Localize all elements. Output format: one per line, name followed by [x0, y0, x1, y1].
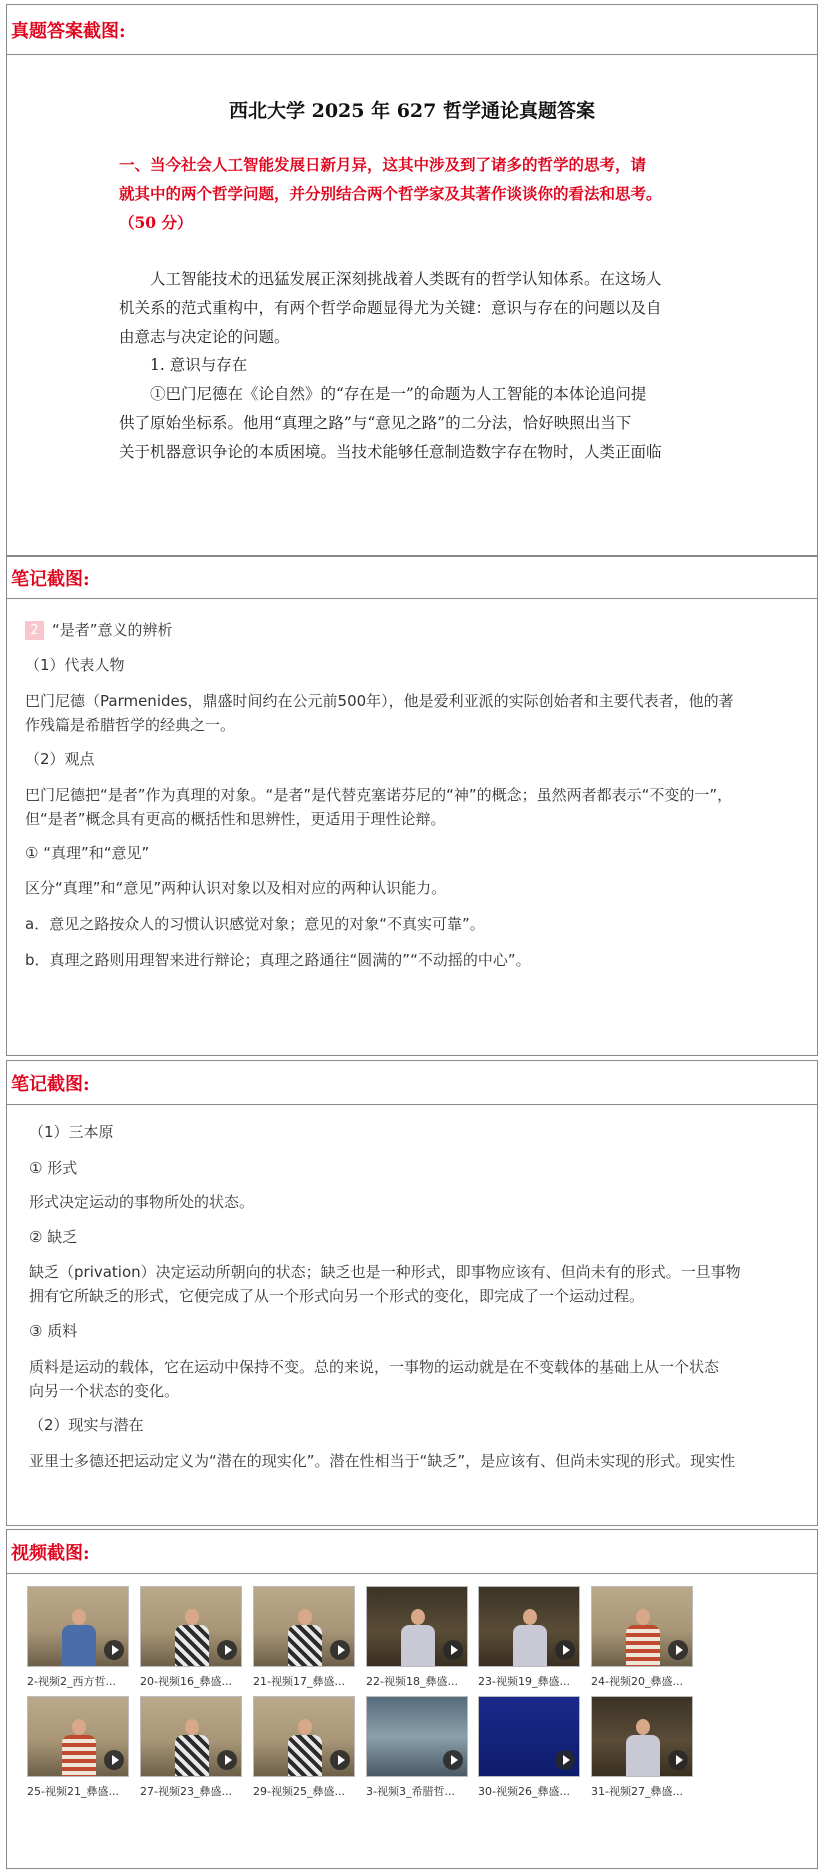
note-line: 拥有它所缺乏的形式，它便完成了从一个形式向另一个形式的变化，即完成了一个运动过程。: [29, 1287, 645, 1305]
video-thumbnail[interactable]: [591, 1696, 693, 1777]
answer-paragraph-line: 关于机器意识争论的本质困境。当技术能够任意制造数字存在物时，人类正面临: [119, 443, 662, 461]
play-icon[interactable]: [217, 1640, 237, 1660]
video-item[interactable]: [140, 1696, 244, 1799]
play-icon[interactable]: [330, 1750, 350, 1770]
note-section-1-label: 笔记截图:: [11, 568, 90, 590]
note-line: （2）现实与潜在: [29, 1416, 144, 1434]
question-line: 一、当今社会人工智能发展日新月异，这其中涉及到了诸多的哲学的思考，请: [119, 155, 647, 174]
play-icon[interactable]: [104, 1750, 124, 1770]
note-section-2: [6, 1060, 818, 1526]
video-caption: 29-视频25_彝盛...: [253, 1785, 345, 1798]
play-icon[interactable]: [668, 1640, 688, 1660]
lecturer-figure: [288, 1609, 322, 1667]
video-item[interactable]: [366, 1586, 470, 1689]
note-section-1: [6, 556, 818, 1056]
note-line: （2）观点: [25, 750, 95, 768]
play-icon[interactable]: [443, 1750, 463, 1770]
video-thumbnail[interactable]: [140, 1696, 242, 1777]
note-line: 作残篇是希腊哲学的经典之一。: [25, 716, 236, 734]
video-item[interactable]: [478, 1586, 582, 1689]
note-section-1-header: [7, 557, 817, 599]
play-icon[interactable]: [104, 1640, 124, 1660]
video-caption: 24-视频20_彝盛...: [591, 1675, 683, 1688]
video-caption: 2-视频2_西方哲...: [27, 1675, 116, 1688]
number-badge: 2: [25, 621, 44, 640]
answer-section-label: 真题答案截图:: [11, 20, 126, 42]
note-line: 区分“真理”和“意见”两种认识对象以及相对应的两种认识能力。: [25, 879, 447, 897]
answer-paragraph-line: 由意志与决定论的问题。: [119, 328, 290, 346]
note-line: 质料是运动的载体，它在运动中保持不变。总的来说，一事物的运动就是在不变载体的基础上从一个状态: [29, 1358, 720, 1376]
video-item[interactable]: [27, 1696, 131, 1799]
video-section: [6, 1529, 818, 1869]
play-icon[interactable]: [555, 1640, 575, 1660]
question-line: 就其中的两个哲学问题，并分别结合两个哲学家及其著作谈谈你的看法和思考。: [119, 184, 662, 203]
video-caption: 3-视频3_希腊哲...: [366, 1785, 455, 1798]
answer-paragraph-line: 供了原始坐标系。他用“真理之路”与“意见之路”的二分法，恰好映照出当下: [119, 414, 632, 432]
video-thumbnail[interactable]: [253, 1696, 355, 1777]
lecturer-figure: [62, 1719, 96, 1777]
video-thumbnail[interactable]: [27, 1586, 129, 1667]
answer-section-header: [7, 5, 817, 55]
note-line: ② 缺乏: [29, 1228, 78, 1246]
video-thumbnail[interactable]: [478, 1696, 580, 1777]
video-caption: 23-视频19_彝盛...: [478, 1675, 570, 1688]
play-icon[interactable]: [443, 1640, 463, 1660]
video-thumbnail[interactable]: [478, 1586, 580, 1667]
note-line: ① 形式: [29, 1159, 78, 1177]
video-caption: 31-视频27_彝盛...: [591, 1785, 683, 1798]
note-line: 形式决定运动的事物所处的状态。: [29, 1193, 255, 1211]
video-item[interactable]: [253, 1696, 357, 1799]
video-item[interactable]: [140, 1586, 244, 1689]
note-line: b．真理之路则用理智来进行辩论；真理之路通往“圆满的”“不动摇的中心”。: [25, 951, 531, 969]
video-thumbnail[interactable]: [253, 1586, 355, 1667]
video-caption: 27-视频23_彝盛...: [140, 1785, 232, 1798]
video-caption: 21-视频17_彝盛...: [253, 1675, 345, 1688]
video-item[interactable]: [366, 1696, 470, 1799]
video-thumbnail[interactable]: [591, 1586, 693, 1667]
video-caption: 20-视频16_彝盛...: [140, 1675, 232, 1688]
note-line: 向另一个状态的变化。: [29, 1382, 180, 1400]
video-item[interactable]: [253, 1586, 357, 1689]
note-line: ① “真理”和“意见”: [25, 844, 150, 862]
lecturer-figure: [401, 1609, 435, 1667]
note-line: 巴门尼德（Parmenides，鼎盛时间约在公元前500年），他是爱利亚派的实际创始者和主要代表者，他的著: [25, 692, 734, 710]
question-line: （50 分）: [119, 213, 193, 232]
video-caption: 30-视频26_彝盛...: [478, 1785, 570, 1798]
play-icon[interactable]: [217, 1750, 237, 1770]
video-item[interactable]: [27, 1586, 131, 1689]
video-thumbnail[interactable]: [366, 1586, 468, 1667]
note-line: 亚里士多德还把运动定义为“潜在的现实化”。潜在性相当于“缺乏”，是应该有、但尚未实现的形式。现实性: [29, 1452, 736, 1470]
video-section-label: 视频截图:: [11, 1542, 90, 1564]
video-caption: 25-视频21_彝盛...: [27, 1785, 119, 1798]
lecturer-figure: [288, 1719, 322, 1777]
answer-subheading: 1. 意识与存在: [119, 356, 248, 374]
answer-paragraph-line: 人工智能技术的迅猛发展正深刻挑战着人类既有的哲学认知体系。在这场人: [119, 270, 662, 288]
answer-document: [7, 55, 817, 555]
note-section-2-header: [7, 1061, 817, 1105]
video-item[interactable]: [478, 1696, 582, 1799]
answer-section: [6, 4, 818, 556]
note-line: ③ 质料: [29, 1322, 78, 1340]
document-title: 西北大学 2025 年 627 哲学通论真题答案: [228, 100, 595, 122]
video-caption: 22-视频18_彝盛...: [366, 1675, 458, 1688]
note-line: 但“是者”概念具有更高的概括性和思辨性，更适用于理性论辩。: [25, 810, 446, 828]
note-line: （1）三本原: [29, 1123, 114, 1141]
lecturer-figure: [513, 1609, 547, 1667]
video-thumbnail[interactable]: [366, 1696, 468, 1777]
answer-paragraph-line: ①巴门尼德在《论自然》的“存在是一”的命题为人工智能的本体论追问提: [119, 385, 647, 403]
play-icon[interactable]: [555, 1750, 575, 1770]
note-heading: [25, 619, 173, 640]
lecturer-figure: [626, 1719, 660, 1777]
lecturer-figure: [175, 1609, 209, 1667]
note-line: （1）代表人物: [25, 656, 125, 674]
video-item[interactable]: [591, 1696, 695, 1799]
video-item[interactable]: [591, 1586, 695, 1689]
video-thumbnail[interactable]: [27, 1696, 129, 1777]
note-heading-text: “是者”意义的辨析: [52, 621, 173, 639]
note-line: a．意见之路按众人的习惯认识感觉对象；意见的对象“不真实可靠”。: [25, 915, 485, 933]
lecturer-figure: [626, 1609, 660, 1667]
lecturer-figure: [175, 1719, 209, 1777]
play-icon[interactable]: [330, 1640, 350, 1660]
video-section-header: [7, 1530, 817, 1574]
play-icon[interactable]: [668, 1750, 688, 1770]
note-line: 缺乏（privation）决定运动所朝向的状态；缺乏也是一种形式，即事物应该有、但尚未有的形式。一旦事物: [29, 1263, 741, 1281]
lecturer-figure: [62, 1609, 96, 1667]
note-line: 巴门尼德把“是者”作为真理的对象。“是者”是代替克塞诺芬尼的“神”的概念；虽然两者都表示“不变的一”，: [25, 786, 733, 804]
video-thumbnail[interactable]: [140, 1586, 242, 1667]
answer-paragraph-line: 机关系的范式重构中，有两个哲学命题显得尤为关键：意识与存在的问题以及自: [119, 299, 662, 317]
video-grid: [7, 1584, 817, 1868]
note-section-2-label: 笔记截图:: [11, 1073, 90, 1095]
